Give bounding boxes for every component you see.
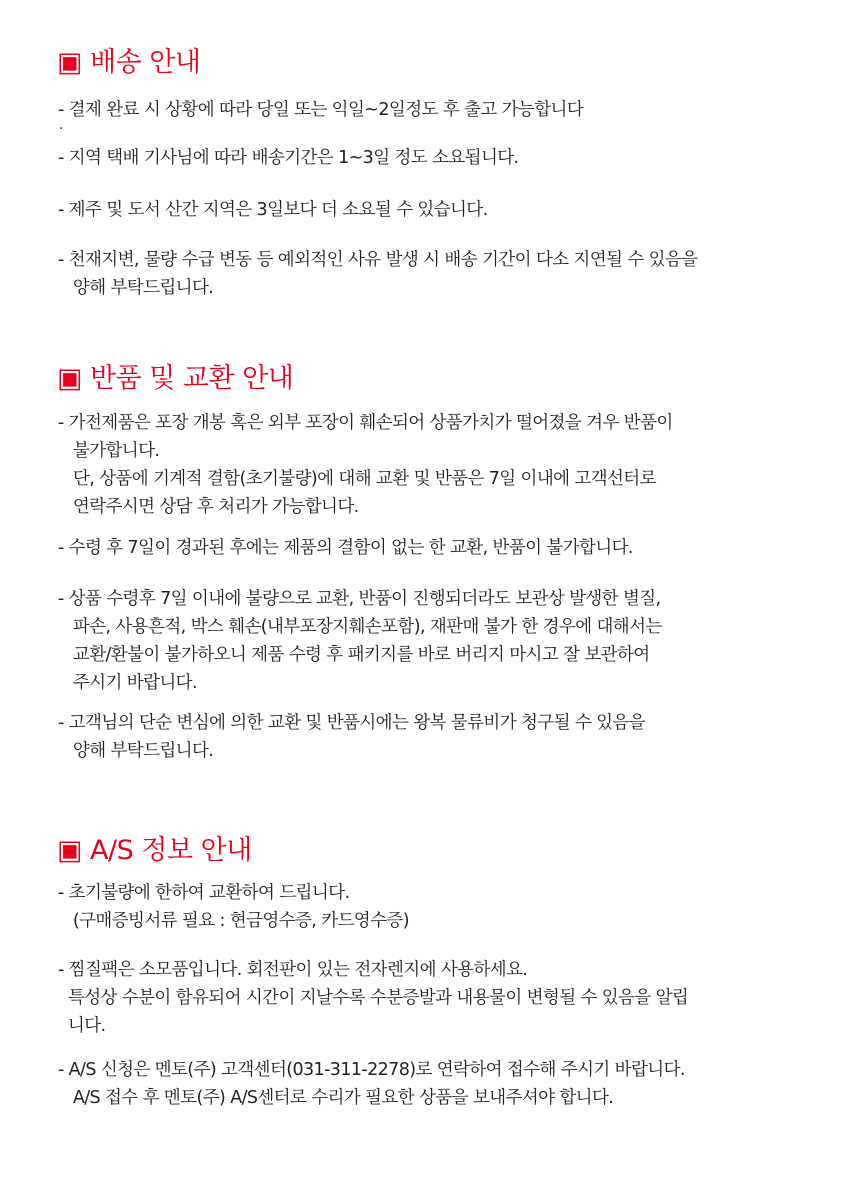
- return-item-3: [58, 585, 662, 697]
- text-line: 단, 상품에 기계적 결함(초기불량)에 대해 교환 및 반품은 7일 이내에 고객선터로: [58, 469, 656, 489]
- section-title-shipping: [57, 46, 200, 80]
- text-line: 불가합니다.: [58, 441, 160, 461]
- text-line: - 제주 및 도서 산간 지역은 3일보다 더 소요될 수 있습니다.: [58, 200, 488, 220]
- shipping-item-3: [58, 196, 488, 224]
- as-item-2: [58, 956, 688, 1040]
- shipping-item-4: [58, 246, 698, 302]
- text-line: - 상품 수령후 7일 이내에 불량으로 교환, 반품이 진행되더라도 보관상 발생한 별질,: [58, 589, 661, 609]
- text-line: - 고객님의 단순 변심에 의한 교환 및 반품시에는 왕복 물류비가 청구될 수 있음을: [58, 713, 646, 733]
- text-line: 연락주시면 상담 후 처리가 가능합니다.: [58, 497, 359, 517]
- as-item-1: [58, 879, 409, 935]
- shipping-item-1: [58, 96, 583, 124]
- text-line: A/S 접수 후 멘토(주) A/S센터로 수리가 필요한 상품을 보내주셔야 합니다.: [58, 1088, 614, 1108]
- text-line: - 지역 택배 기사님에 따라 배송기간은 1~3일 정도 소요됩니다.: [58, 148, 519, 168]
- text-line: - 결제 완료 시 상황에 따라 당일 또는 익일~2일정도 후 출고 가능합니다: [58, 100, 584, 120]
- text-line: - 초기불량에 한하여 교환하여 드립니다.: [58, 883, 350, 903]
- as-item-3: [58, 1056, 685, 1112]
- text-line: - 천재지변, 물량 수급 변동 등 예외적인 사유 발생 시 배송 기간이 다소 지연될 수 있음을: [58, 250, 698, 270]
- text-line: - 가전제품은 포장 개봉 혹은 외부 포장이 훼손되어 상품가치가 떨어졌을 겨우 반품이: [58, 413, 673, 433]
- return-item-1: [58, 409, 673, 521]
- return-item-2: [58, 534, 633, 562]
- section-title-text: 배송 안내: [90, 47, 201, 78]
- text-line: 특성상 수분이 함유되어 시간이 지날수록 수분증발과 내용물이 변형될 수 있음을 알립: [58, 988, 689, 1008]
- section-title-text: 반품 및 교환 안내: [90, 363, 294, 394]
- text-line: - A/S 신청은 멘토(주) 고객센터(031-311-2278)로 연락하여 접수해 주시기 바랍니다.: [58, 1060, 685, 1080]
- square-marker-icon: ▣: [57, 835, 83, 866]
- stray-dot: .: [59, 117, 64, 133]
- square-marker-icon: ▣: [57, 47, 83, 78]
- text-line: 니다.: [58, 1016, 106, 1036]
- text-line: - 수령 후 7일이 경과된 후에는 제품의 결함이 없는 한 교환, 반품이 불가합니다.: [58, 538, 633, 558]
- section-title-as-info: [57, 834, 252, 868]
- return-item-4: [58, 709, 645, 765]
- text-line: 교환/환불이 불가하오니 제품 수령 후 패키지를 바로 버리지 마시고 잘 보관하여: [58, 645, 650, 665]
- text-line: 양해 부탁드립니다.: [58, 278, 214, 298]
- section-title-return-exchange: [57, 362, 293, 396]
- text-line: - 찜질팩은 소모품입니다. 회전판이 있는 전자렌지에 사용하세요.: [58, 960, 528, 980]
- text-line: 양해 부탁드립니다.: [58, 741, 214, 761]
- square-marker-icon: ▣: [57, 363, 83, 394]
- text-line: 주시기 바랍니다.: [58, 673, 197, 693]
- text-line: 파손, 사용흔적, 박스 훼손(내부포장지훼손포함), 재판매 불가 한 경우에 대해서는: [58, 617, 662, 637]
- section-title-text: A/S 정보 안내: [90, 835, 252, 866]
- text-line: (구매증빙서류 필요 : 현금영수증, 카드영수증): [58, 911, 409, 931]
- shipping-item-2: [58, 144, 519, 172]
